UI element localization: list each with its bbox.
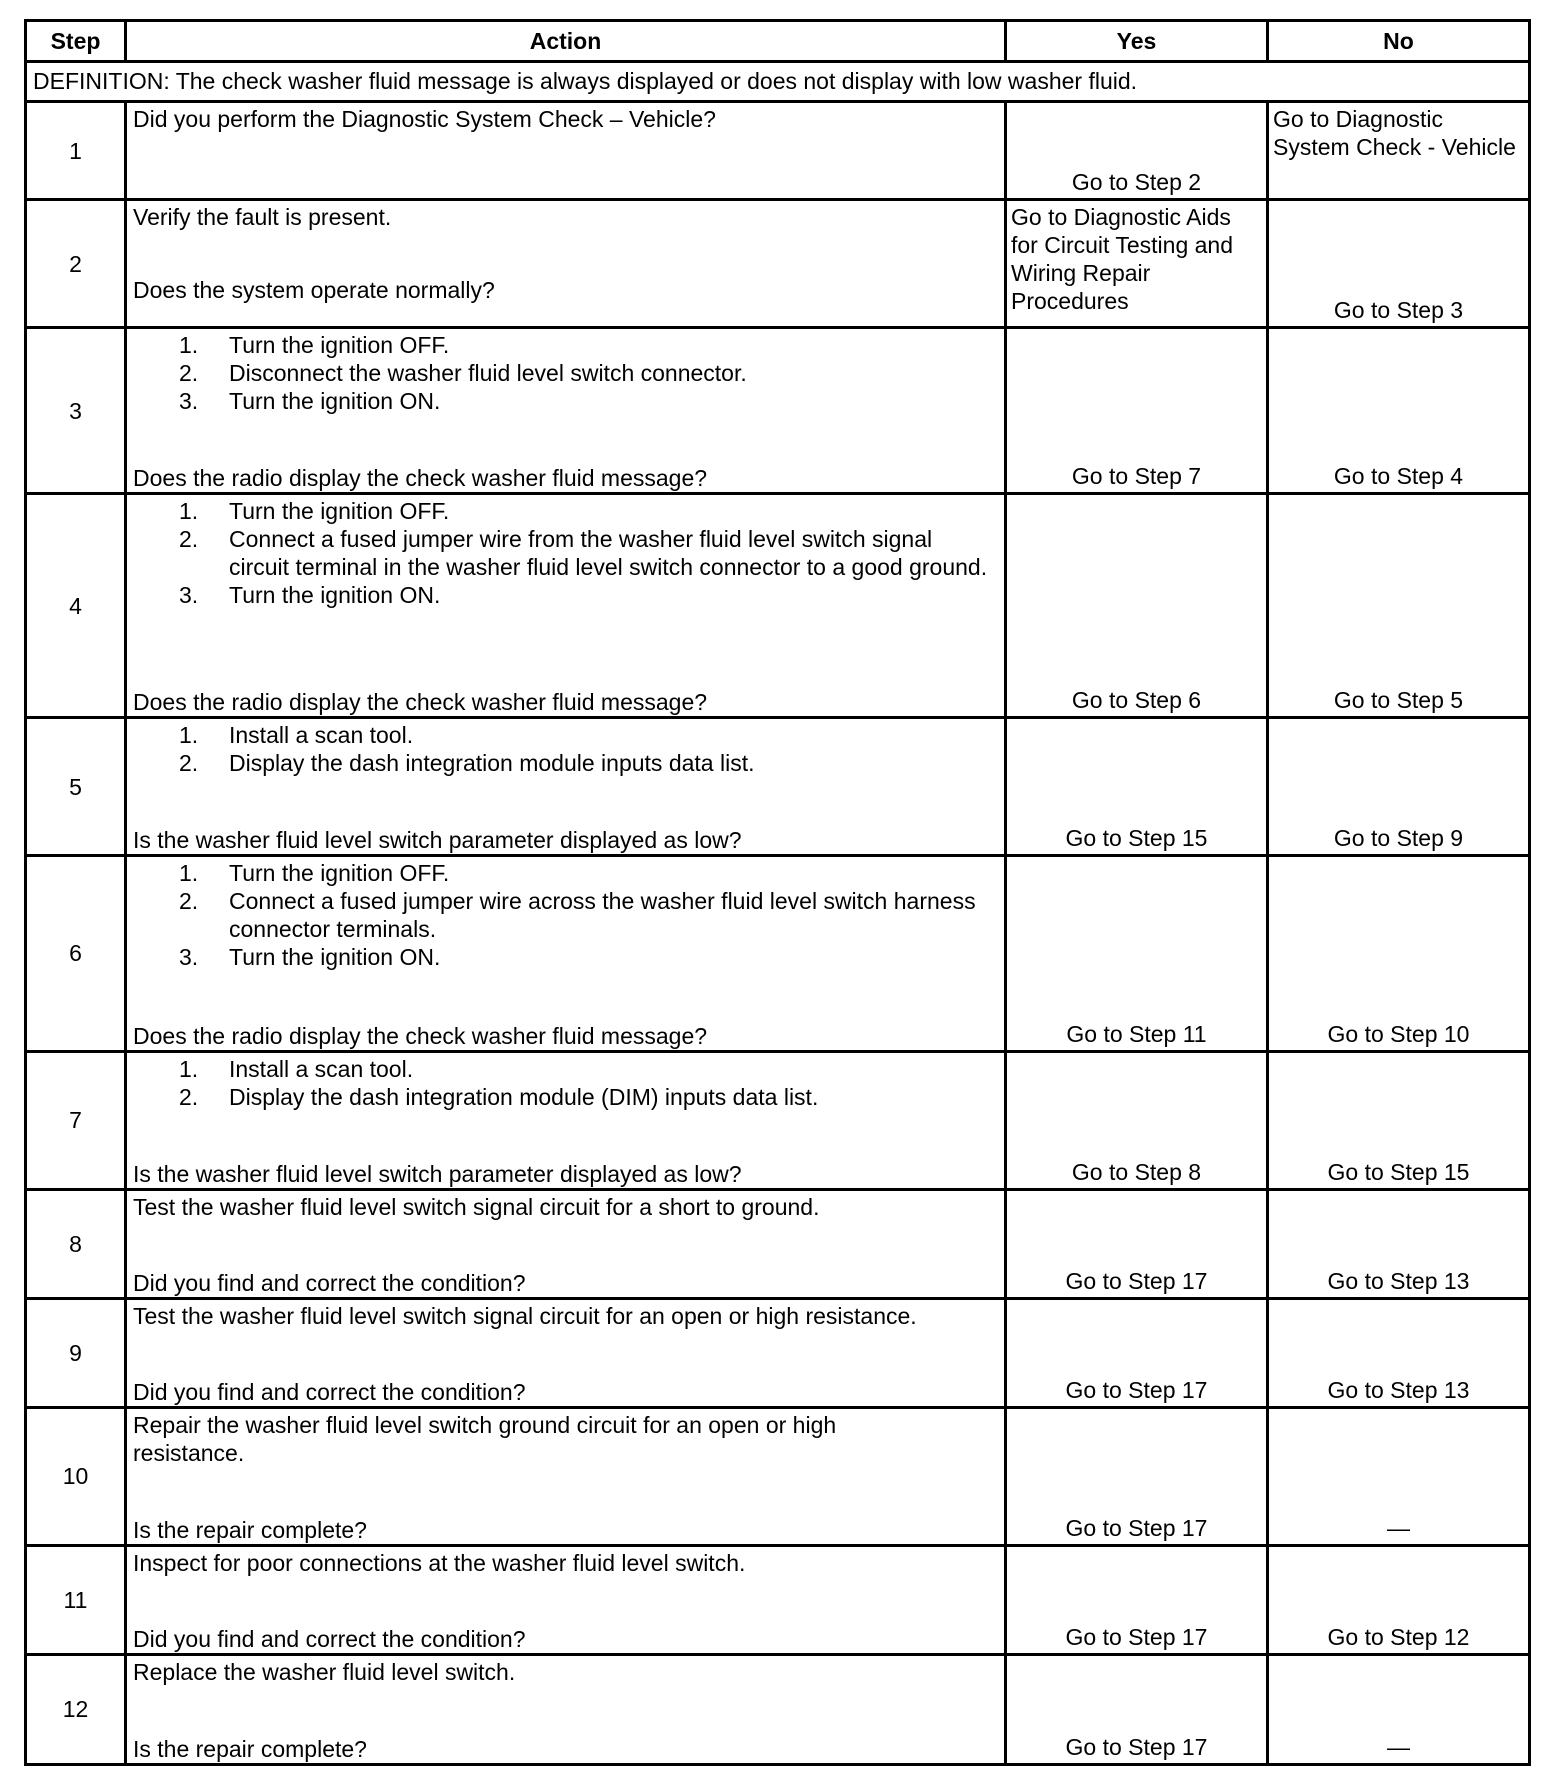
no-result: Go to Step 12 bbox=[1327, 1623, 1470, 1650]
step-number: 10 bbox=[26, 1407, 126, 1545]
action-question: Does the radio display the check washer fluid message? bbox=[133, 465, 708, 492]
definition-text: DEFINITION: The check washer fluid message is always displayed or does not display with low washer fluid. bbox=[26, 62, 1530, 102]
action-question: Is the washer fluid level switch parameter displayed as low? bbox=[133, 827, 742, 854]
yes-cell bbox=[1006, 1407, 1268, 1545]
no-result: Go to Step 9 bbox=[1333, 825, 1464, 852]
action-cell bbox=[126, 200, 1006, 328]
step-number: 3 bbox=[26, 328, 126, 494]
action-instruction: Replace the washer fluid level switch. bbox=[133, 1658, 516, 1685]
list-item: Turn the ignition OFF. bbox=[229, 860, 450, 887]
no-cell bbox=[1268, 1545, 1530, 1654]
no-result: — bbox=[1387, 1734, 1410, 1760]
no-cell bbox=[1268, 856, 1530, 1051]
no-cell bbox=[1268, 328, 1530, 494]
yes-result: Go to Step 2 bbox=[1071, 169, 1202, 196]
yes-result: Go to Step 15 bbox=[1065, 825, 1208, 852]
action-cell bbox=[126, 1654, 1006, 1764]
no-cell bbox=[1268, 1298, 1530, 1407]
step-number: 8 bbox=[26, 1189, 126, 1298]
action-question: Did you find and correct the condition? bbox=[133, 1378, 526, 1405]
action-question: Is the repair complete? bbox=[133, 1736, 367, 1762]
yes-cell bbox=[1006, 1189, 1268, 1298]
yes-cell bbox=[1006, 856, 1268, 1051]
action-question: Does the radio display the check washer fluid message? bbox=[133, 1022, 708, 1049]
table-row bbox=[26, 718, 1530, 856]
action-instruction: Verify the fault is present. bbox=[133, 204, 392, 231]
no-result: Go to Step 4 bbox=[1333, 463, 1464, 490]
yes-cell bbox=[1006, 1298, 1268, 1407]
yes-result: Go to Step 7 bbox=[1071, 463, 1202, 490]
no-cell bbox=[1268, 718, 1530, 856]
yes-cell bbox=[1006, 494, 1268, 718]
yes-result: Go to Step 17 bbox=[1065, 1514, 1208, 1541]
table-row bbox=[26, 328, 1530, 494]
step-number: 1 bbox=[26, 102, 126, 200]
action-question: Did you find and correct the condition? bbox=[133, 1269, 526, 1296]
no-cell bbox=[1268, 1654, 1530, 1764]
action-cell bbox=[126, 102, 1006, 200]
no-result: Go to Step 13 bbox=[1327, 1376, 1470, 1403]
action-cell bbox=[126, 494, 1006, 718]
action-question: Does the radio display the check washer fluid message? bbox=[133, 689, 708, 716]
yes-result: Go to Step 11 bbox=[1066, 1020, 1207, 1047]
yes-result: Go to Diagnostic Aids for Circuit Testing and Wiring Repair Procedures bbox=[1011, 204, 1234, 315]
action-question: Is the washer fluid level switch parameter displayed as low? bbox=[133, 1160, 742, 1187]
yes-cell bbox=[1006, 718, 1268, 856]
no-cell bbox=[1268, 494, 1530, 718]
action-cell bbox=[126, 1051, 1006, 1189]
action-instruction: Repair the washer fluid level switch ground circuit for an open or high resistance. bbox=[133, 1411, 837, 1466]
yes-result: Go to Step 17 bbox=[1065, 1267, 1208, 1294]
action-steps bbox=[133, 1055, 998, 1111]
action-cell bbox=[126, 1298, 1006, 1407]
no-result: Go to Step 13 bbox=[1327, 1267, 1470, 1294]
table-row bbox=[26, 494, 1530, 718]
table-row bbox=[26, 1298, 1530, 1407]
yes-result: Go to Step 17 bbox=[1065, 1734, 1208, 1760]
header-no: No bbox=[1268, 21, 1530, 62]
no-result: — bbox=[1387, 1514, 1410, 1541]
table-row bbox=[26, 200, 1530, 328]
no-cell bbox=[1268, 1189, 1530, 1298]
list-item: Connect a fused jumper wire from the washer fluid level switch signal circuit terminal in the washer fluid level switch connector to a good ground. bbox=[229, 526, 988, 581]
table-row bbox=[26, 1189, 1530, 1298]
table-row bbox=[26, 856, 1530, 1051]
table-row bbox=[26, 1654, 1530, 1764]
no-cell bbox=[1268, 102, 1530, 200]
action-cell bbox=[126, 718, 1006, 856]
no-cell bbox=[1268, 1051, 1530, 1189]
yes-result: Go to Step 8 bbox=[1071, 1158, 1202, 1185]
header-yes: Yes bbox=[1006, 21, 1268, 62]
table-row bbox=[26, 1051, 1530, 1189]
yes-result: Go to Step 6 bbox=[1071, 687, 1202, 714]
yes-result: Go to Step 17 bbox=[1065, 1376, 1208, 1403]
list-item: Turn the ignition ON. bbox=[229, 944, 441, 971]
diagnostic-table bbox=[24, 19, 1531, 1766]
list-item: Install a scan tool. bbox=[229, 722, 414, 749]
table-row bbox=[26, 1407, 1530, 1545]
no-result: Go to Step 5 bbox=[1333, 687, 1464, 714]
no-result: Go to Step 10 bbox=[1327, 1020, 1470, 1047]
yes-cell bbox=[1006, 1654, 1268, 1764]
no-result: Go to Step 15 bbox=[1327, 1158, 1470, 1185]
action-instruction: Inspect for poor connections at the washer fluid level switch. bbox=[133, 1549, 746, 1576]
list-item: Display the dash integration module (DIM) inputs data list. bbox=[229, 1083, 819, 1110]
yes-cell bbox=[1006, 200, 1268, 328]
step-number: 12 bbox=[26, 1654, 126, 1764]
no-result: Go to Step 3 bbox=[1333, 297, 1464, 324]
action-instruction: Test the washer fluid level switch signal circuit for a short to ground. bbox=[133, 1193, 820, 1220]
action-cell bbox=[126, 1545, 1006, 1654]
list-item: Install a scan tool. bbox=[229, 1055, 414, 1082]
yes-cell bbox=[1006, 1051, 1268, 1189]
action-question: Is the repair complete? bbox=[133, 1516, 367, 1543]
action-steps bbox=[133, 721, 998, 777]
list-item: Connect a fused jumper wire across the washer fluid level switch harness connector terminals. bbox=[229, 888, 976, 943]
step-number: 11 bbox=[26, 1545, 126, 1654]
header-action: Action bbox=[126, 21, 1006, 62]
list-item: Display the dash integration module inputs data list. bbox=[229, 750, 755, 777]
action-cell bbox=[126, 328, 1006, 494]
yes-cell bbox=[1006, 102, 1268, 200]
action-cell bbox=[126, 1407, 1006, 1545]
step-number: 7 bbox=[26, 1051, 126, 1189]
list-item: Turn the ignition ON. bbox=[229, 388, 441, 415]
action-instruction: Test the washer fluid level switch signal circuit for an open or high resistance. bbox=[133, 1302, 917, 1329]
step-number: 6 bbox=[26, 856, 126, 1051]
action-steps bbox=[133, 331, 998, 415]
list-item: Turn the ignition ON. bbox=[229, 582, 441, 609]
action-question: Does the system operate normally? bbox=[133, 277, 495, 304]
action-question: Did you find and correct the condition? bbox=[133, 1625, 526, 1652]
step-number: 5 bbox=[26, 718, 126, 856]
table-row bbox=[26, 1545, 1530, 1654]
yes-cell bbox=[1006, 1545, 1268, 1654]
header-step: Step bbox=[26, 21, 126, 62]
action-steps bbox=[133, 497, 998, 609]
list-item: Disconnect the washer fluid level switch connector. bbox=[229, 360, 747, 387]
no-cell bbox=[1268, 1407, 1530, 1545]
yes-result: Go to Step 17 bbox=[1065, 1623, 1208, 1650]
step-number: 9 bbox=[26, 1298, 126, 1407]
yes-cell bbox=[1006, 328, 1268, 494]
definition-row bbox=[26, 62, 1530, 102]
step-number: 4 bbox=[26, 494, 126, 718]
action-instruction: Did you perform the Diagnostic System Check – Vehicle? bbox=[133, 106, 716, 133]
table-row bbox=[26, 102, 1530, 200]
list-item: Turn the ignition OFF. bbox=[229, 332, 450, 359]
no-cell bbox=[1268, 200, 1530, 328]
step-number: 2 bbox=[26, 200, 126, 328]
no-result: Go to Diagnostic System Check - Vehicle bbox=[1273, 106, 1516, 161]
list-item: Turn the ignition OFF. bbox=[229, 498, 450, 525]
header-row bbox=[26, 21, 1530, 62]
action-cell bbox=[126, 856, 1006, 1051]
action-steps bbox=[133, 859, 998, 971]
action-cell bbox=[126, 1189, 1006, 1298]
